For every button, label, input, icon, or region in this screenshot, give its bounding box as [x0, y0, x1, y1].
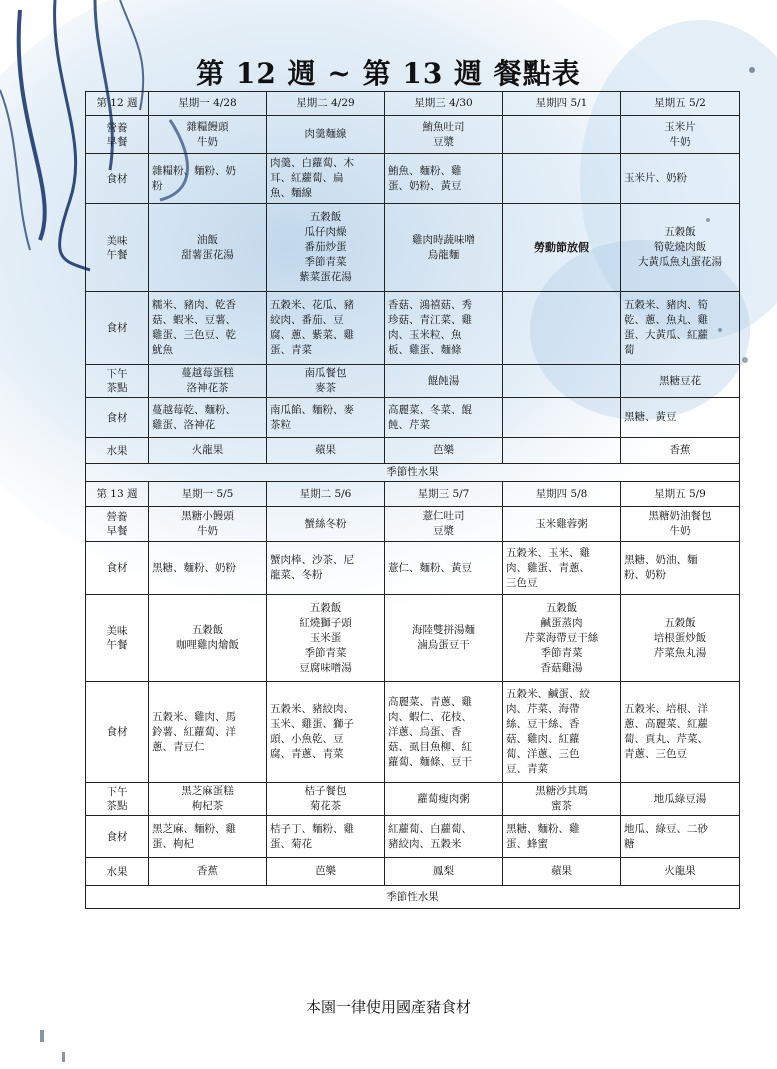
meal-cell — [621, 398, 740, 438]
meal-cell — [149, 542, 267, 595]
row-label: 水果 — [86, 438, 149, 464]
meal-cell — [503, 365, 621, 398]
cell-line: 粉 — [152, 179, 163, 192]
cell-line: 早餐 — [106, 135, 128, 148]
cell-line: 五穀米、培根、洋 — [624, 703, 708, 715]
cell-line: 蛋、奶粉、黃豆 — [388, 179, 462, 192]
cell-line: 鹹蛋蒸肉 — [540, 616, 583, 629]
meal-cell — [385, 542, 503, 595]
row-label: 食材 — [86, 682, 149, 783]
row-label — [86, 365, 149, 398]
cell-line: 玉米片、奶粉 — [624, 172, 687, 184]
cell-line: 糯米、豬肉、乾香 — [152, 299, 236, 311]
meal-cell — [621, 204, 740, 292]
cell-line: 雜糧粉、麵粉、奶 — [152, 164, 236, 177]
page-title: 第 12 週 ~ 第 13 週 餐點表 — [196, 57, 581, 90]
cell-line: 五穀飯 — [309, 601, 342, 614]
meal-cell — [621, 595, 740, 682]
meal-cell — [385, 292, 503, 365]
row-label — [86, 204, 149, 292]
cell-line: 蛋、青菜 — [270, 344, 312, 356]
seasonal-fruit-row — [86, 886, 740, 909]
meal-cell — [385, 507, 503, 542]
cell-line: 五穀飯 — [664, 616, 696, 629]
cell-line: 薏仁吐司 — [422, 510, 465, 522]
cell-line: 黑糖奶油餐包 — [648, 510, 712, 522]
cell-line: 頭、小魚乾、豆 — [270, 733, 344, 745]
cell-line: 五穀米、花瓜、豬 — [270, 299, 354, 311]
cell-line: 雞蛋、三色豆、乾 — [152, 329, 236, 341]
fruit-cell: 蘋果 — [267, 438, 385, 464]
meal-cell — [149, 204, 267, 292]
day-header: 星期一 5/5 — [149, 482, 267, 507]
fruit-cell: 芭樂 — [385, 438, 503, 464]
cell-line: 地瓜、綠豆、二砂 — [624, 822, 708, 835]
cell-line: 季節青菜 — [304, 256, 347, 268]
meal-cell — [385, 816, 503, 858]
cell-line: 菇、雞肉、紅蘿 — [506, 733, 580, 745]
cell-line: 瓜仔肉燥 — [304, 226, 347, 238]
meal-cell — [149, 595, 267, 682]
cell-line: 豆漿 — [433, 525, 454, 537]
row-label: 食材 — [86, 292, 149, 365]
cell-line: 蜜茶 — [551, 800, 572, 812]
meal-cell — [267, 154, 385, 204]
meal-cell — [503, 398, 621, 438]
cell-line: 五穀米、豬絞肉、 — [270, 703, 354, 715]
fruit-cell: 香蕉 — [149, 858, 267, 886]
fruit-cell: 香蕉 — [621, 438, 740, 464]
day-header: 星期四 5/8 — [503, 482, 621, 507]
meal-cell — [149, 507, 267, 542]
meal-cell — [149, 154, 267, 204]
cell-line: 菇、虱目魚柳、紅 — [388, 740, 472, 753]
cell-line: 香菇雞湯 — [540, 661, 583, 674]
cell-line: 季節青菜 — [540, 646, 583, 659]
cell-line: 肉、蝦仁、花枝、 — [388, 710, 472, 723]
lunch-ingredients-row — [86, 292, 740, 365]
meal-cell — [267, 816, 385, 858]
cell-line: 絲、豆干絲、香 — [506, 718, 580, 730]
week-header-row — [86, 482, 740, 507]
cell-line: 雞蛋、洛神花 — [152, 418, 215, 431]
cell-line: 茶點 — [106, 382, 128, 394]
cell-line: 牛奶 — [669, 135, 691, 148]
cell-line: 蘿蔔、麵條、豆干 — [388, 755, 472, 768]
row-label — [86, 116, 149, 154]
cell-line: 早餐 — [106, 525, 128, 537]
fruit-cell: 火龍果 — [149, 438, 267, 464]
meal-cell — [503, 542, 621, 595]
cell-line: 午餐 — [106, 639, 128, 651]
cell-line: 五穀飯 — [664, 226, 696, 238]
meal-cell — [621, 116, 740, 154]
meal-cell — [149, 816, 267, 858]
meal-cell — [385, 116, 503, 154]
cell-line: 咖哩雞肉燴飯 — [176, 639, 239, 651]
cell-line: 蛋、大黃瓜、紅蘿 — [624, 329, 708, 341]
row-label — [86, 595, 149, 682]
meal-cell — [621, 542, 740, 595]
row-label: 食材 — [86, 398, 149, 438]
footer-note: 本園一律使用國產豬食材 — [305, 998, 471, 1016]
cell-line: 紅燒獅子頭 — [299, 616, 352, 629]
cell-line: 培根蛋炒飯 — [653, 631, 707, 644]
meal-cell — [621, 154, 740, 204]
meal-cell — [267, 292, 385, 365]
cell-line: 營養 — [106, 121, 128, 134]
cell-line: 紅蘿蔔、白蘿蔔、 — [388, 822, 472, 835]
cell-line: 南瓜餐包 — [304, 367, 347, 379]
cell-line: 五穀米、玉米、雞 — [506, 546, 590, 559]
cell-line: 腐、青蔥、青菜 — [270, 748, 344, 760]
meal-cell — [267, 595, 385, 682]
meal-cell — [385, 783, 503, 816]
cell-line: 豆腐味噌湯 — [299, 661, 352, 674]
cell-line: 蔔 — [624, 344, 635, 356]
meal-cell — [621, 682, 740, 783]
cell-line: 下午 — [106, 786, 128, 798]
cell-line: 高麗菜、青蔥、雞 — [388, 695, 472, 708]
meal-cell — [149, 365, 267, 398]
cell-line: 糖 — [624, 837, 635, 850]
holiday-cell — [503, 204, 621, 292]
cell-line: 蟹肉棒、沙茶、尼 — [270, 554, 354, 566]
cell-line: 豆漿 — [433, 135, 454, 148]
cell-line: 美味 — [106, 234, 128, 247]
cell-line: 筍乾燒肉飯 — [653, 241, 707, 253]
meal-cell — [267, 204, 385, 292]
cell-line: 黑糖小饅頭 — [181, 510, 234, 522]
cell-line: 蔓越莓蛋糕 — [181, 367, 234, 379]
cell-line: 桔子丁、麵粉、雞 — [270, 822, 354, 835]
meal-cell — [503, 507, 621, 542]
cell-line: 豆、青菜 — [506, 763, 548, 775]
row-label: 食材 — [86, 816, 149, 858]
cell-line: 乾、蔥、魚丸、雞 — [624, 314, 708, 326]
meal-cell — [149, 292, 267, 365]
fruit-cell — [503, 438, 621, 464]
row-label — [86, 783, 149, 816]
cell-line: 牛奶 — [197, 135, 218, 148]
row-label: 食材 — [86, 542, 149, 595]
meal-cell — [267, 507, 385, 542]
cell-line: 黑糖沙其瑪 — [535, 785, 588, 797]
day-header: 星期五 5/2 — [621, 92, 740, 116]
cell-line: 肉羹麵線 — [304, 128, 347, 140]
meal-cell — [621, 507, 740, 542]
day-header: 星期五 5/9 — [621, 482, 740, 507]
cell-line: 板、雞蛋、麵條 — [388, 344, 462, 356]
cell-line: 雞肉時蔬味噌 — [412, 233, 475, 246]
meal-cell — [385, 204, 503, 292]
cell-line: 美味 — [106, 625, 128, 637]
cell-line: 豬絞肉、五穀米 — [388, 837, 462, 850]
cell-line: 餛飩湯 — [427, 374, 460, 387]
breakfast-ingredients-row — [86, 542, 740, 595]
cell-line: 黑芝麻、麵粉、雞 — [152, 822, 236, 835]
cell-line: 蔔、貢丸、芹菜、 — [624, 733, 708, 745]
cell-line: 玉米、雞蛋、獅子 — [270, 718, 354, 730]
cell-line: 青蔥、三色豆 — [624, 748, 687, 760]
fruit-row — [86, 858, 740, 886]
day-header: 星期一 4/28 — [149, 92, 267, 116]
cell-line: 五穀飯 — [545, 601, 578, 614]
cell-line: 番茄炒蛋 — [304, 241, 347, 253]
cell-line: 蛋、菊花 — [270, 837, 312, 850]
cell-line: 龍菜、冬粉 — [270, 569, 323, 581]
cell-line: 飩、芹菜 — [388, 418, 430, 431]
cell-line: 蟹絲冬粉 — [304, 517, 347, 530]
meal-cell — [621, 292, 740, 365]
cell-line: 魚、麵線 — [270, 187, 312, 199]
cell-line: 腐、蔥、紫菜、雞 — [270, 329, 354, 341]
cell-line: 桔子餐包 — [304, 785, 347, 797]
breakfast-ingredients-row — [86, 154, 740, 204]
meal-cell — [267, 365, 385, 398]
cell-line: 鮪魚、麵粉、雞 — [388, 164, 462, 177]
day-header: 星期二 4/29 — [267, 92, 385, 116]
meal-cell — [621, 783, 740, 816]
cell-line: 絞肉、番茄、豆 — [270, 314, 344, 326]
lunch-row — [86, 595, 740, 682]
meal-cell — [149, 398, 267, 438]
cell-line: 黑糖豆花 — [659, 374, 701, 387]
day-header: 星期三 5/7 — [385, 482, 503, 507]
cell-line: 油飯 — [197, 233, 218, 246]
cell-line: 蘿蔔瘦肉粥 — [417, 792, 470, 805]
cell-line: 麥茶 — [315, 382, 336, 394]
meal-cell — [503, 292, 621, 365]
meal-cell — [385, 365, 503, 398]
day-header: 星期二 5/6 — [267, 482, 385, 507]
seasonal-fruit-row — [86, 464, 740, 482]
cell-line: 魷魚 — [152, 344, 173, 356]
cell-line: 下午 — [106, 368, 128, 380]
cell-line: 茶粒 — [270, 418, 291, 431]
cell-line: 三色豆 — [506, 576, 538, 589]
row-label — [86, 507, 149, 542]
cell-line: 南瓜餡、麵粉、麥 — [270, 403, 354, 416]
fruit-cell: 蘋果 — [503, 858, 621, 886]
day-header: 星期三 4/30 — [385, 92, 503, 116]
cell-line: 枸杞茶 — [191, 800, 224, 812]
cell-line: 蔥、高麗菜、紅蘿 — [624, 718, 708, 730]
cell-line: 滷烏蛋豆干 — [417, 639, 470, 651]
meal-cell — [385, 398, 503, 438]
meal-cell — [385, 595, 503, 682]
meal-cell — [503, 154, 621, 204]
menu-table — [85, 91, 740, 909]
cell-line: 五穀米、豬肉、筍 — [624, 299, 708, 311]
meal-cell — [385, 682, 503, 783]
fruit-cell: 鳳梨 — [385, 858, 503, 886]
cell-line: 雜糧饅頭 — [186, 120, 229, 133]
cell-line: 芹菜魚丸湯 — [653, 646, 707, 659]
cell-line: 肉、芹菜、海帶 — [506, 703, 580, 715]
meal-cell — [621, 365, 740, 398]
snack-ingredients-row — [86, 398, 740, 438]
cell-line: 肉、玉米粒、魚 — [388, 329, 462, 341]
cell-line: 鈴薯、紅蘿蔔、洋 — [152, 725, 236, 738]
cell-line: 菊花茶 — [309, 800, 342, 812]
row-label: 水果 — [86, 858, 149, 886]
meal-cell — [149, 682, 267, 783]
cell-line: 肉羹、白蘿蔔、木 — [270, 157, 354, 169]
snack-row — [86, 365, 740, 398]
cell-line: 牛奶 — [669, 525, 691, 537]
meal-cell — [503, 595, 621, 682]
cell-line: 菇、蝦米、豆薯、 — [152, 314, 236, 326]
cell-line: 五穀飯 — [191, 624, 224, 636]
cell-line: 營養 — [106, 511, 128, 523]
cell-line: 五穀米、鹹蛋、絞 — [506, 688, 590, 700]
cell-line: 黑糖、黃豆 — [624, 411, 677, 423]
cell-line: 玉米雞蓉粥 — [535, 517, 588, 530]
meal-cell — [267, 783, 385, 816]
cell-line: 玉米蛋 — [309, 631, 342, 644]
week-label: 第 12 週 — [86, 92, 149, 116]
meal-cell — [267, 682, 385, 783]
cell-line: 蔥、青豆仁 — [152, 740, 205, 753]
fruit-row — [86, 438, 740, 464]
cell-line: 五穀米、雞肉、馬 — [152, 710, 236, 723]
meal-cell — [503, 116, 621, 154]
fruit-cell: 芭樂 — [267, 858, 385, 886]
cell-line: 午餐 — [106, 248, 128, 261]
cell-line: 黑糖、麵粉、奶粉 — [152, 561, 236, 574]
cell-line: 蛋、枸杞 — [152, 837, 194, 850]
seasonal-fruit-note: 季節性水果 — [86, 886, 740, 909]
lunch-ingredients-row — [86, 682, 740, 783]
cell-line: 香菇、鴻禧菇、秀 — [388, 299, 472, 311]
cell-line: 蛋、蜂蜜 — [506, 837, 548, 850]
lunch-row — [86, 204, 740, 292]
cell-line: 茶點 — [106, 800, 128, 812]
seasonal-fruit-note: 季節性水果 — [86, 464, 740, 482]
cell-line: 紫菜蛋花湯 — [299, 271, 352, 283]
breakfast-row — [86, 116, 740, 154]
meal-cell — [267, 116, 385, 154]
cell-line: 玉米片 — [664, 120, 696, 133]
cell-line: 粉、奶粉 — [624, 569, 666, 581]
cell-line: 烏龍麵 — [427, 248, 460, 261]
meal-cell — [149, 783, 267, 816]
cell-line: 黑糖、麵粉、雞 — [506, 822, 580, 835]
meal-cell — [621, 816, 740, 858]
cell-line: 黑糖、奶油、麵 — [624, 554, 698, 566]
meal-cell — [267, 398, 385, 438]
cell-line: 牛奶 — [197, 525, 218, 537]
meal-cell — [503, 682, 621, 783]
cell-line: 肉、雞蛋、青蔥、 — [506, 561, 590, 574]
cell-line: 甜薯蛋花湯 — [181, 248, 234, 261]
snack-row — [86, 783, 740, 816]
snack-ingredients-row — [86, 816, 740, 858]
cell-line: 蔔、洋蔥、三色 — [506, 748, 580, 760]
row-label: 食材 — [86, 154, 149, 204]
week-header-row — [86, 92, 740, 116]
cell-line: 地瓜綠豆湯 — [653, 792, 707, 805]
cell-line: 海陸雙拼湯麵 — [412, 624, 475, 636]
cell-line: 薏仁、麵粉、黃豆 — [388, 561, 472, 574]
cell-line: 洋蔥、烏蛋、香 — [388, 725, 462, 738]
cell-line: 五穀飯 — [309, 211, 342, 223]
meal-cell — [503, 816, 621, 858]
cell-line: 蔓越莓乾、麵粉、 — [152, 403, 236, 416]
cell-line: 大黃瓜魚丸蛋花湯 — [638, 256, 722, 268]
meal-cell — [385, 154, 503, 204]
cell-line: 勞動節放假 — [534, 241, 589, 254]
cell-line: 高麗菜、冬菜、餛 — [388, 403, 472, 416]
week-label: 第 13 週 — [86, 482, 149, 507]
cell-line: 黑芝麻蛋糕 — [181, 785, 234, 797]
breakfast-row — [86, 507, 740, 542]
day-header: 星期四 5/1 — [503, 92, 621, 116]
cell-line: 季節青菜 — [304, 646, 347, 659]
meal-cell — [149, 116, 267, 154]
cell-line: 洛神花茶 — [186, 382, 229, 394]
cell-line: 鮪魚吐司 — [422, 120, 465, 133]
cell-line: 耳、紅蘿蔔、扁 — [270, 172, 344, 184]
cell-line: 芹菜海帶豆干絲 — [524, 631, 599, 644]
meal-cell — [503, 783, 621, 816]
cell-line: 珍菇、青江菜、雞 — [388, 314, 472, 326]
fruit-cell: 火龍果 — [621, 858, 740, 886]
meal-cell — [267, 542, 385, 595]
